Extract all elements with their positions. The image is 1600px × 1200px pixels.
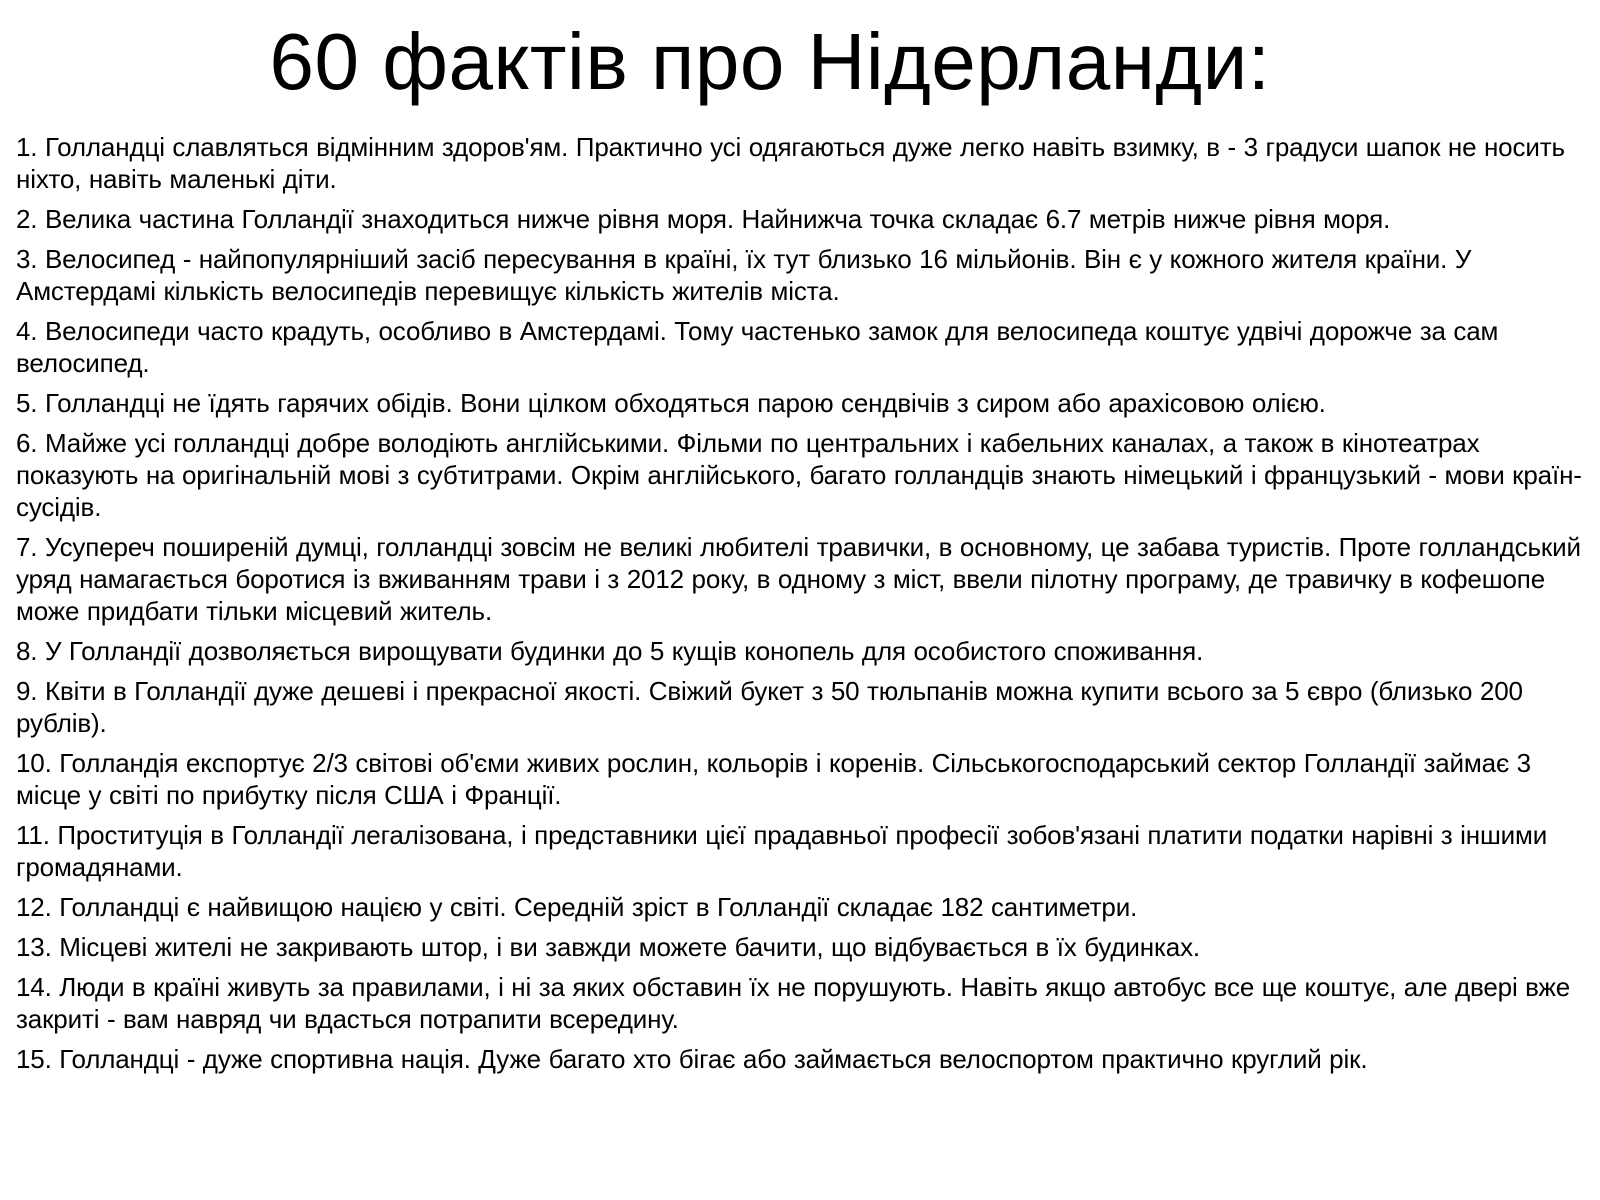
fact-item: 6. Майже усі голландці добре володіють англійськими. Фільми по центральних і кабельних каналах, а також в кінотеатрах показують на оригінальній мові з субтитрами. Окрім англійського, багато голландців знають німецький і французький - мови країн-сусідів. — [16, 428, 1582, 522]
fact-item: 5. Голландці не їдять гарячих обідів. Вони цілком обходяться парою сендвічів з сиром або арахісовою олією. — [16, 388, 1326, 418]
fact-item: 15. Голландці - дуже спортивна нація. Дуже багато хто бігає або займається велоспортом практично круглий рік. — [16, 1044, 1368, 1074]
fact-item: 7. Усупереч поширеній думці, голландці зовсім не великі любителі травички, в основному, це забава туристів. Проте голландський уряд намагається боротися із вживанням трави і з 2012 року, в одному з міст, ввели пілотну програму, де травичку в кофешопе може придбати тільки місцевий житель. — [16, 532, 1581, 626]
fact-item: 14. Люди в країні живуть за правилами, і ні за яких обставин їх не порушують. Навіть якщо автобус все ще коштує, але двері вже закриті - вам навряд чи вдасться потрапити всередину. — [16, 972, 1571, 1034]
fact-item: 11. Проституція в Голландії легалізована, і представники цієї прадавньої професії зобов'язані платити податки нарівні з іншими громадянами. — [16, 820, 1548, 882]
fact-item: 2. Велика частина Голландії знаходиться нижче рівня моря. Найнижча точка складає 6.7 метрів нижче рівня моря. — [16, 204, 1391, 234]
fact-item: 9. Квіти в Голландії дуже дешеві і прекрасної якості. Свіжий букет з 50 тюльпанів можна купити всього за 5 євро (близько 200 рублів). — [16, 676, 1523, 738]
fact-item: 10. Голландія експортує 2/3 світові об'єми живих рослин, кольорів і коренів. Сільськогосподарський сектор Голландії займає 3 місце у світі по прибутку після США і Франції. — [16, 748, 1531, 810]
fact-item: 4. Велосипеди часто крадуть, особливо в Амстердамі. Тому частенько замок для велосипеда коштує удвічі дорожче за сам велосипед. — [16, 316, 1499, 378]
fact-item: 8. У Голландії дозволяється вирощувати будинки до 5 кущів конопель для особистого споживання. — [16, 636, 1204, 666]
fact-item: 1. Голландці славляться відмінним здоров'ям. Практично усі одягаються дуже легко навіть взимку, в - 3 градуси шапок не носить ніхто, навіть маленькі діти. — [16, 132, 1565, 194]
fact-item: 12. Голландці є найвищою нацією у світі. Середній зріст в Голландії складає 182 сантиметри. — [16, 892, 1138, 922]
facts-list — [16, 131, 1586, 1083]
slide-title: 60 фактів про Нідерланди: — [269, 17, 1271, 106]
fact-item: 3. Велосипед - найпопулярніший засіб пересування в країні, їх тут близько 16 мільйонів. Він є у кожного жителя країни. У Амстердамі кількість велосипедів перевищує кількість жителів міста. — [16, 244, 1472, 306]
fact-item: 13. Місцеві жителі не закривають штор, і ви завжди можете бачити, що відбувається в їх будинках. — [16, 932, 1201, 962]
